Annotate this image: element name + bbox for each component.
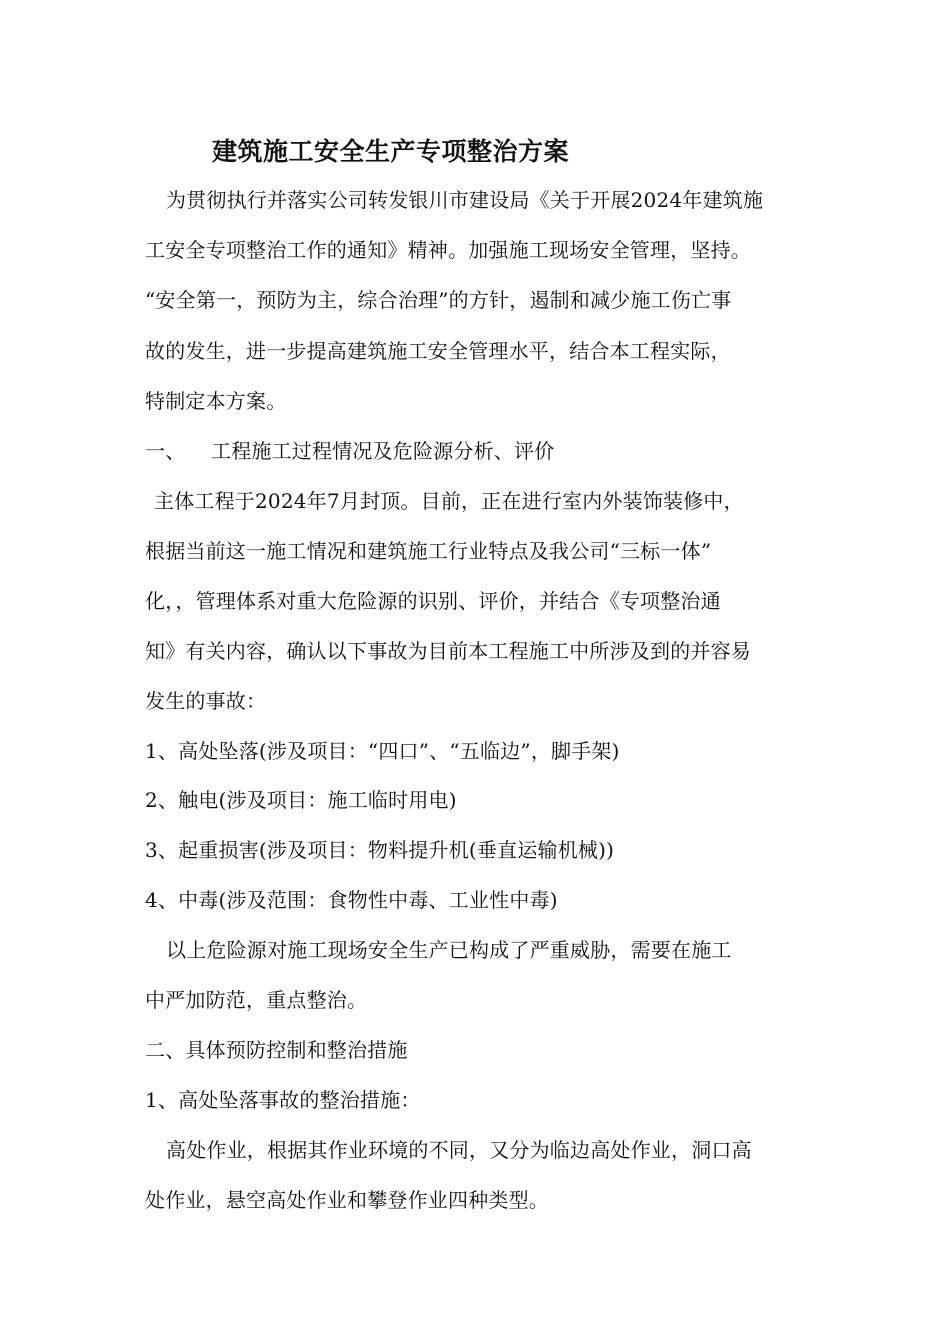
paragraph-line: 知》有关内容，确认以下事故为目前本工程施工中所涉及到的并容易: [145, 639, 751, 663]
paragraph-line: 以上危险源对施工现场安全生产已构成了严重威胁，需要在施工: [166, 938, 732, 962]
paragraph-line: 根据当前这一施工情况和建筑施工行业特点及我公司“三标一体”: [145, 539, 712, 563]
paragraph-line: 处作业，悬空高处作业和攀登作业四种类型。: [145, 1188, 549, 1212]
paragraph-line: 发生的事故：: [145, 689, 267, 713]
section-number: 一、: [145, 439, 186, 463]
hazard-item: 1、高处坠落(涉及项目：“四口”、“五临边”，脚手架): [145, 739, 620, 763]
hazard-item: 4、中毒(涉及范围：食物性中毒、工业性中毒): [145, 888, 558, 912]
hazard-item: 2、触电(涉及项目：施工临时用电): [145, 788, 457, 812]
section-heading-2: 二、具体预防控制和整治措施: [145, 1038, 408, 1062]
section-heading-1: [145, 437, 554, 465]
paragraph-line: 化，，管理体系对重大危险源的识别、评价，并结合《专项整治通: [145, 589, 721, 613]
paragraph-line: 中严加防范，重点整治。: [145, 988, 368, 1012]
hazard-item: 3、起重损害(涉及项目：物料提升机(垂直运输机械)): [145, 838, 615, 862]
subsection-heading: 1、高处坠落事故的整治措施：: [145, 1088, 421, 1112]
paragraph-line: 高处作业，根据其作业环境的不同，又分为临边高处作业，洞口高: [166, 1138, 752, 1162]
section-title: 工程施工过程情况及危险源分析、评价: [211, 439, 555, 463]
paragraph-line: 为贯彻执行并落实公司转发银川市建设局《关于开展2024年建筑施: [166, 188, 764, 212]
paragraph-line: “安全第一，预防为主，综合治理”的方针，遏制和减少施工伤亡事: [145, 288, 732, 312]
paragraph-line: 工安全专项整治工作的通知》精神。加强施工现场安全管理，坚持。: [145, 238, 751, 262]
document-title: 建筑施工安全生产专项整治方案: [212, 137, 570, 166]
paragraph-line: 主体工程于2024年7月封顶。目前，正在进行室内外装饰装修中，: [154, 489, 744, 513]
paragraph-line: 特制定本方案。: [145, 389, 287, 413]
paragraph-line: 故的发生，进一步提高建筑施工安全管理水平，结合本工程实际，: [145, 339, 731, 363]
